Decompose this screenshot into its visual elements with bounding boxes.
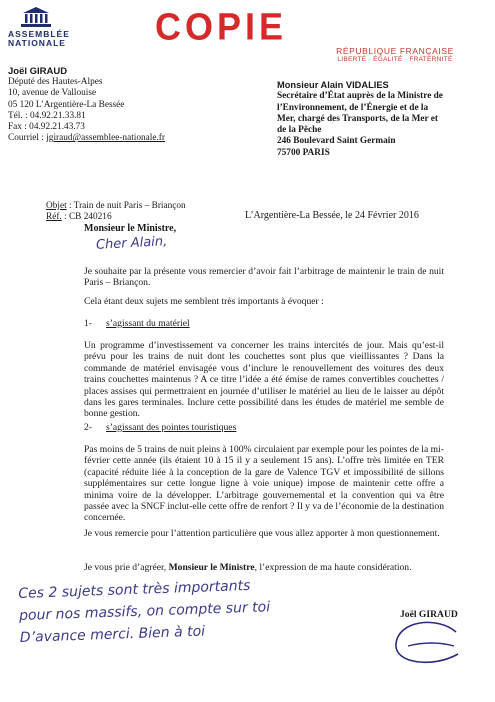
sender-email-line [8, 133, 208, 144]
letter-date: L’Argentière-La Bessée, le 24 Février 2016 [245, 210, 419, 221]
section-2-title: s’agissant des pointes touristiques [106, 422, 237, 433]
subject-value: : Train de nuit Paris – Briançon [66, 201, 186, 211]
sender-email-label: Courriel : [8, 133, 47, 144]
handwritten-salutation: Cher Alain, [95, 234, 168, 253]
sender-address-2: 05 120 L’Argentière-La Bessée [8, 99, 125, 110]
handwritten-note-line-1: Ces 2 sujets sont très importants [18, 577, 251, 602]
closing-post: , l’expression de ma haute considération. [254, 562, 412, 573]
paragraph-intro: Je souhaite par la présente vous remercier d’avoir fait l’arbitrage de maintenir le train de nuit Paris – Briançon. [84, 266, 444, 289]
reference-label: Réf. [46, 212, 62, 222]
paragraph-thanks: Je vous remercie pour l’attention particulière que vous allez apporter à mon questionnement. [84, 528, 440, 539]
signature-icon [378, 602, 473, 682]
sender-name: Joël GIRAUD [8, 66, 68, 77]
section-2-number: 2- [84, 422, 92, 433]
recipient-name: Monsieur Alain VIDALIES [277, 80, 389, 90]
paragraph-topics: Cela étant deux sujets me semblent très importants à évoquer : [84, 296, 324, 307]
sender-role: Député des Hautes-Alpes [8, 77, 103, 88]
handwritten-note [18, 572, 340, 649]
closing-title: Monsieur le Ministre [168, 562, 255, 573]
subject-block [46, 201, 186, 223]
recipient-title-1: Secrétaire d’État auprès de la Ministre de [277, 91, 443, 102]
assemblee-logo [8, 6, 70, 48]
handwritten-note-line-3: D’avance merci. Bien à toi [19, 623, 206, 646]
sender-block [8, 66, 208, 144]
reference-line [46, 212, 186, 223]
recipient-title-2: l’Environnement, de l’Énergie et de la [277, 102, 429, 113]
recipient-city: 75700 PARIS [277, 147, 330, 158]
recipient-block [277, 80, 487, 159]
handwritten-note-line-2: pour nos massifs, on compte sur toi [18, 599, 271, 624]
subject-line [46, 201, 186, 212]
subject-label: Objet [46, 201, 67, 211]
sender-tel: Tél. : 04.92.21.33.81 [8, 110, 86, 121]
logo-line-1: ASSEMBLÉE [8, 29, 70, 39]
sender-fax: Fax : 04.92.21.43.73 [8, 122, 85, 133]
signer-name: Joël GIRAUD [400, 609, 458, 620]
section-1-title: s’agissant du matériel [106, 318, 190, 329]
sender-address-1: 10, avenue de Vallouise [8, 88, 97, 99]
reference-value: : CB 240216 [61, 212, 112, 222]
republique-motto: LIBERTÉ · ÉGALITÉ · FRATERNITÉ [337, 56, 453, 63]
recipient-street: 246 Boulevard Saint Germain [277, 136, 396, 147]
recipient-title-4: de la Pêche [277, 125, 322, 136]
logo-line-2: NATIONALE [8, 38, 66, 48]
section-heading-pointes [84, 422, 236, 433]
letter-greeting: Monsieur le Ministre, [84, 223, 177, 234]
republique-name: RÉPUBLIQUE FRANÇAISE [336, 46, 454, 56]
closing-pre: Je vous prie d’agréer, [84, 562, 169, 573]
paragraph-closing [84, 562, 444, 573]
republique-francaise-mark [330, 46, 460, 63]
section-heading-materiel [84, 318, 190, 329]
copie-stamp: COPIE [155, 4, 288, 48]
sender-email-link[interactable]: jgiraud@assemblee-nationale.fr [46, 133, 166, 144]
assemblee-emblem-icon [19, 6, 53, 28]
section-1-number: 1- [84, 318, 92, 329]
paragraph-materiel: Un programme d’investissement va concerner les trains intercités de jour. Mais qu’est-il prévu pour les trains de nuit dont les couchettes sont plus que vieillissantes ? Dans la commande de matériel envisagée vous d’inclure le renouvellement des voitures des deux trains couchettes maintenus ? A ce titre l’idée a été émise de rames convertibles couchettes / places assises qui permettraient en journée d’utiliser le matériel au lieu de le laisser au dépôt dans les gares terminales. Inclure cette possibilité dans les études de matériel me semble de bonne gestion. [84, 340, 444, 420]
recipient-title-3: Mer, chargé des Transports, de la Mer et [277, 113, 439, 124]
paragraph-pointes: Pas moins de 5 trains de nuit pleins à 100% circulaient par exemple pour les pointes de la mi-février cette année (ils étaient 10 à 15 il y a seulement 15 ans). L’offre très limitée en TER (capacité réduite liée à la conception de la gare de Valence TGV et impossibilité de sillons supplémentaires sur cette longue ligne à voie unique) impose de maintenir cette offre a minima voire de la développer. L’arbitrage gouvernemental et la convention qui va être passée avec la SNCF inclut-elle cette offre de renfort ? Il y va de l’économie de la destination concernée. [84, 444, 444, 524]
